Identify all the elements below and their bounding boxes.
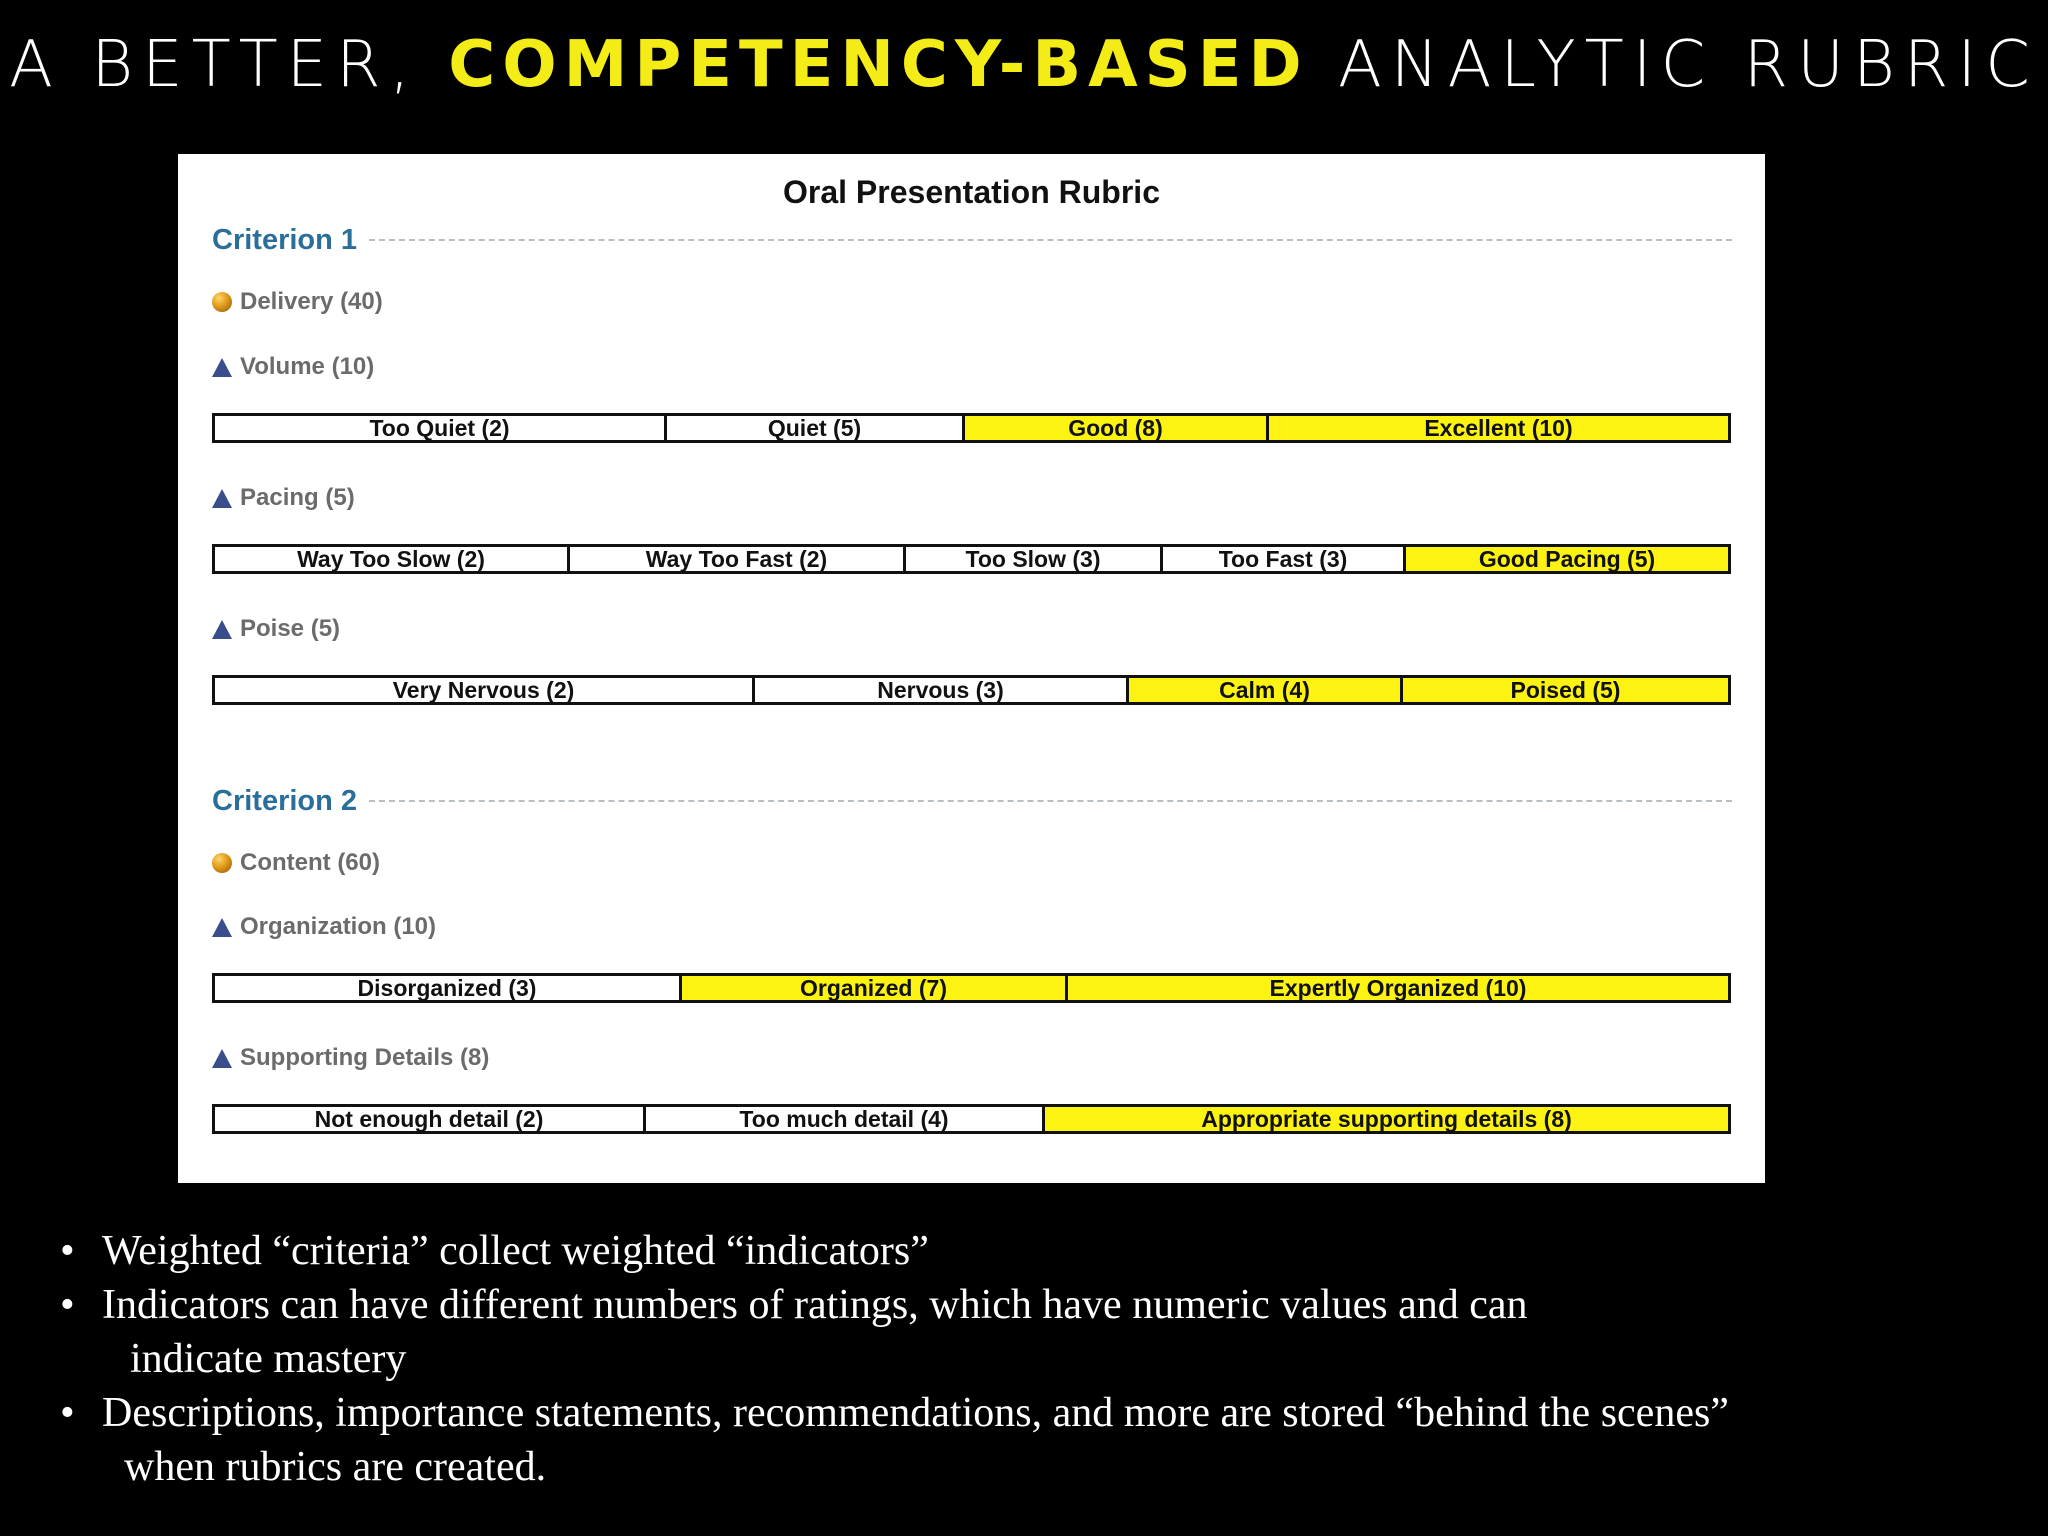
orange-ball-icon — [212, 853, 232, 873]
rating-appropriate-supporting-details[interactable]: Appropriate supporting details (8) — [1045, 1107, 1728, 1131]
rating-disorganized[interactable]: Disorganized (3) — [215, 976, 682, 1000]
bullet-icon: • — [60, 1390, 75, 1436]
note-text-continued: indicate mastery — [130, 1336, 407, 1382]
indicator-label: Volume (10) — [240, 353, 375, 380]
indicator-heading-supporting-details — [212, 1042, 489, 1074]
criterion-divider — [369, 800, 1732, 802]
rating-poised[interactable]: Poised (5) — [1403, 678, 1728, 702]
criterion-1-header — [212, 220, 1732, 260]
slide-title — [0, 28, 2048, 102]
indicator-label: Poise (5) — [240, 615, 341, 642]
rating-bar-pacing — [212, 544, 1731, 574]
rating-quiet[interactable]: Quiet (5) — [667, 416, 965, 440]
indicator-label: Supporting Details (8) — [240, 1044, 490, 1071]
rating-too-fast[interactable]: Too Fast (3) — [1163, 547, 1406, 571]
note-text: Indicators can have different numbers of ratings, which have numeric values and can — [102, 1282, 1528, 1328]
indicator-label: Organization (10) — [240, 913, 437, 940]
note-text: Descriptions, importance statements, recommendations, and more are stored “behind the scenes” — [102, 1390, 1729, 1436]
rating-good-pacing[interactable]: Good Pacing (5) — [1406, 547, 1728, 571]
rating-nervous[interactable]: Nervous (3) — [755, 678, 1129, 702]
criterion-label: Criterion 1 — [212, 223, 358, 256]
indicator-heading-volume — [212, 351, 374, 383]
rating-calm[interactable]: Calm (4) — [1129, 678, 1403, 702]
criterion-label: Criterion 2 — [212, 784, 358, 817]
rating-expertly-organized[interactable]: Expertly Organized (10) — [1068, 976, 1728, 1000]
indicator-label: Pacing (5) — [240, 484, 355, 511]
criterion-heading-delivery — [212, 286, 383, 318]
note-text-continued: when rubrics are created. — [124, 1444, 547, 1490]
slide-title-post: ANALYTIC RUBRIC — [1308, 28, 2039, 102]
rating-not-enough-detail[interactable]: Not enough detail (2) — [215, 1107, 646, 1131]
rating-organized[interactable]: Organized (7) — [682, 976, 1068, 1000]
rating-good[interactable]: Good (8) — [965, 416, 1269, 440]
criterion-2-header — [212, 781, 1732, 821]
criterion-divider — [369, 239, 1732, 241]
note-item — [60, 1386, 2020, 1494]
notes-list — [60, 1224, 2020, 1494]
blue-triangle-icon — [212, 1049, 232, 1068]
blue-triangle-icon — [212, 918, 232, 937]
rubric-title: Oral Presentation Rubric — [783, 174, 1160, 210]
criterion-heading-content — [212, 847, 380, 879]
slide-title-pre: A BETTER, — [9, 28, 449, 102]
slide-title-highlight: COMPETENCY-BASED — [448, 28, 1309, 102]
rating-way-too-slow[interactable]: Way Too Slow (2) — [215, 547, 570, 571]
rating-excellent[interactable]: Excellent (10) — [1269, 416, 1728, 440]
rating-way-too-fast[interactable]: Way Too Fast (2) — [570, 547, 906, 571]
criterion-heading-label: Delivery (40) — [240, 288, 383, 315]
blue-triangle-icon — [212, 358, 232, 377]
indicator-heading-organization — [212, 911, 436, 943]
criterion-heading-label: Content (60) — [240, 849, 380, 876]
note-item — [60, 1224, 2020, 1278]
rubric-panel — [178, 154, 1765, 1183]
rating-too-slow[interactable]: Too Slow (3) — [906, 547, 1163, 571]
indicator-heading-poise — [212, 613, 340, 645]
rating-bar-poise — [212, 675, 1731, 705]
rating-too-quiet[interactable]: Too Quiet (2) — [215, 416, 667, 440]
blue-triangle-icon — [212, 620, 232, 639]
bullet-icon: • — [60, 1282, 75, 1328]
rating-bar-supporting-details — [212, 1104, 1731, 1134]
blue-triangle-icon — [212, 489, 232, 508]
indicator-heading-pacing — [212, 482, 355, 514]
orange-ball-icon — [212, 292, 232, 312]
rating-bar-volume — [212, 413, 1731, 443]
rating-very-nervous[interactable]: Very Nervous (2) — [215, 678, 755, 702]
rating-bar-organization — [212, 973, 1731, 1003]
bullet-icon: • — [60, 1228, 75, 1274]
note-item — [60, 1278, 2020, 1386]
rating-too-much-detail[interactable]: Too much detail (4) — [646, 1107, 1045, 1131]
note-text: Weighted “criteria” collect weighted “indicators” — [102, 1228, 929, 1274]
